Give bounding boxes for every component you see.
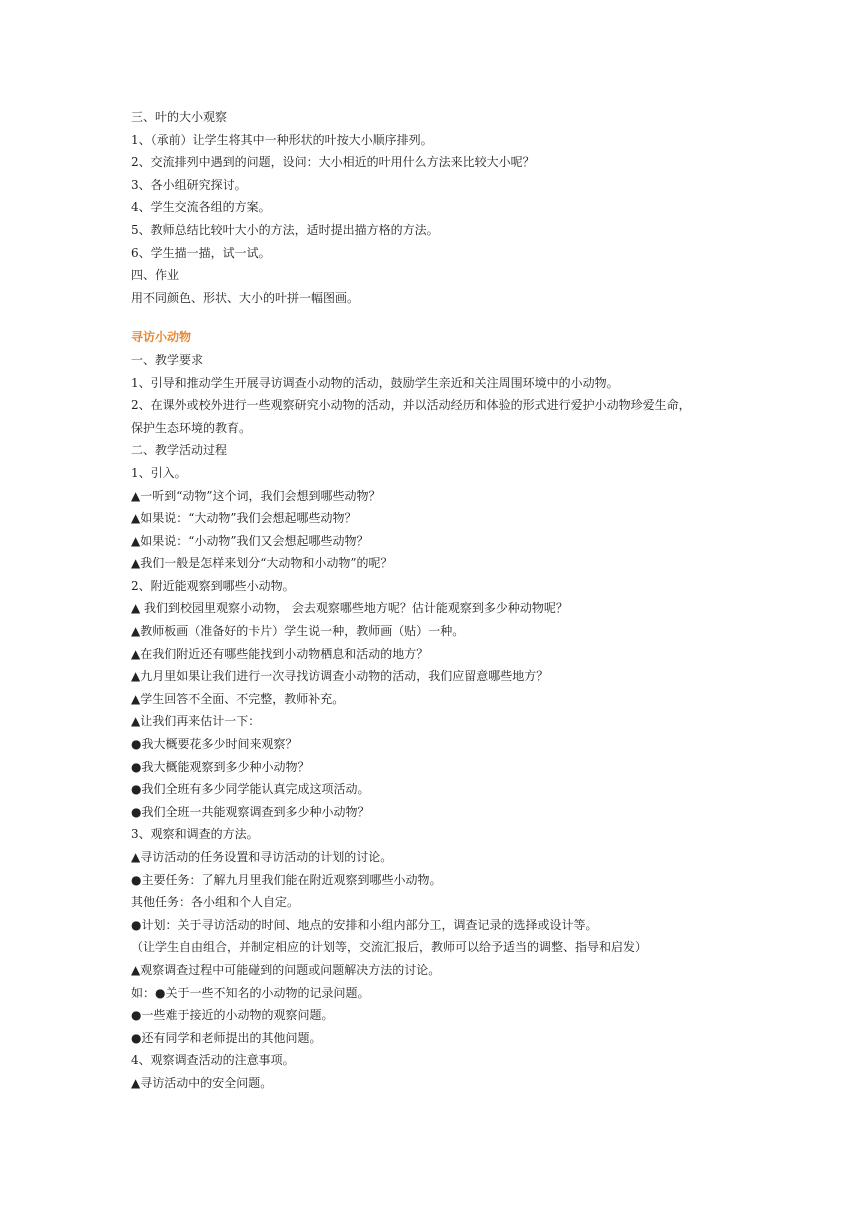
text-line: 2、在课外或校外进行一些观察研究小动物的活动，并以活动经历和体验的形式进行爱护小动物珍爱生命，: [131, 398, 691, 413]
text-line: ●我们全班有多少同学能认真完成这项活动。: [131, 782, 370, 797]
text-line: （让学生自由组合，并制定相应的计划等，交流汇报后，教师可以给予适当的调整、指导和启发）: [131, 940, 648, 955]
text-line: ▲一听到“动物”这个词，我们会想到哪些动物？: [131, 488, 381, 503]
text-line: ●主要任务：了解九月里我们能在附近观察到哪些小动物。: [131, 872, 442, 887]
text-line: 其他任务：各小组和个人自定。: [131, 895, 300, 910]
text-line: ▲ 我们到校园里观察小动物， 会去观察哪些地方呢？估计能观察到多少种动物呢？: [131, 601, 568, 616]
text-line: ●还有同学和老师提出的其他问题。: [131, 1030, 322, 1045]
text-line: 2、附近能观察到哪些小动物。: [131, 578, 295, 593]
section-heading: 二、教学活动过程: [131, 443, 228, 458]
text-line: ▲让我们再来估计一下：: [131, 714, 261, 729]
text-line: ▲学生回答不全面、不完整，教师补充。: [131, 691, 345, 706]
text-line: 4、观察调查活动的注意事项。: [131, 1053, 295, 1068]
section-gap: [131, 309, 751, 326]
text-line: 1、（承前）让学生将其中一种形状的叶按大小顺序排列。: [131, 132, 433, 147]
text-line: 用不同颜色、形状、大小的叶拼一幅图画。: [131, 290, 360, 305]
text-line: ●一些难于接近的小动物的观察问题。: [131, 1008, 334, 1023]
section-visit-animals: [131, 326, 751, 1094]
text-line: ●计划：关于寻访活动的时间、地点的安排和小组内部分工，调查记录的选择或设计等。: [131, 917, 598, 932]
text-line: ●我大概能观察到多少种小动物？: [131, 759, 310, 774]
text-line: 1、引入。: [131, 465, 187, 480]
text-line: 3、各小组研究探讨。: [131, 177, 247, 192]
text-line: ▲在我们附近还有哪些能找到小动物栖息和活动的地方？: [131, 646, 429, 661]
text-line: 6、学生描一描，试一试。: [131, 245, 271, 260]
section-heading: 一、教学要求: [131, 352, 204, 367]
text-line: 1、引导和推动学生开展寻访调查小动物的活动，鼓励学生亲近和关注周围环境中的小动物。: [131, 375, 619, 390]
text-line: 4、学生交流各组的方案。: [131, 200, 271, 215]
text-line: ▲寻访活动的任务设置和寻访活动的计划的讨论。: [131, 850, 393, 864]
text-line: ▲九月里如果让我们进行一次寻找访调查小动物的活动，我们应留意哪些地方？: [131, 669, 549, 684]
section-heading: 四、作业: [131, 268, 180, 283]
text-line: 2、交流排列中遇到的问题，设问：大小相近的叶用什么方法来比较大小呢？: [131, 155, 535, 170]
text-line: ▲寻访活动中的安全问题。: [131, 1075, 273, 1090]
text-line: ●我大概要花多少时间来观察？: [131, 737, 298, 752]
text-line: 3、观察和调查的方法。: [131, 827, 259, 842]
text-line: ▲我们一般是怎样来划分“大动物和小动物”的呢？: [131, 556, 393, 571]
text-line: ▲观察调查过程中可能碰到的问题或问题解决方法的讨论。: [131, 962, 441, 977]
section-leaf-size: [131, 106, 751, 309]
text-line: 如：●关于一些不知名的小动物的记录问题。: [131, 985, 370, 1000]
text-line: ▲如果说：“小动物”我们又会想起哪些动物？: [131, 533, 369, 548]
text-line: 5、教师总结比较叶大小的方法，适时提出描方格的方法。: [131, 222, 439, 237]
text-line: 保护生态环境的教育。: [131, 420, 252, 435]
document-page: [131, 106, 751, 1095]
section-heading: 三、叶的大小观察: [131, 110, 228, 124]
text-line: ▲如果说：“大动物”我们会想起哪些动物？: [131, 511, 357, 526]
text-line: ▲教师板画（准备好的卡片）学生说一种，教师画（贴）一种。: [131, 624, 465, 639]
text-line: ●我们全班一共能观察调查到多少种小动物？: [131, 804, 370, 819]
article-title: 寻访小动物: [131, 330, 192, 345]
